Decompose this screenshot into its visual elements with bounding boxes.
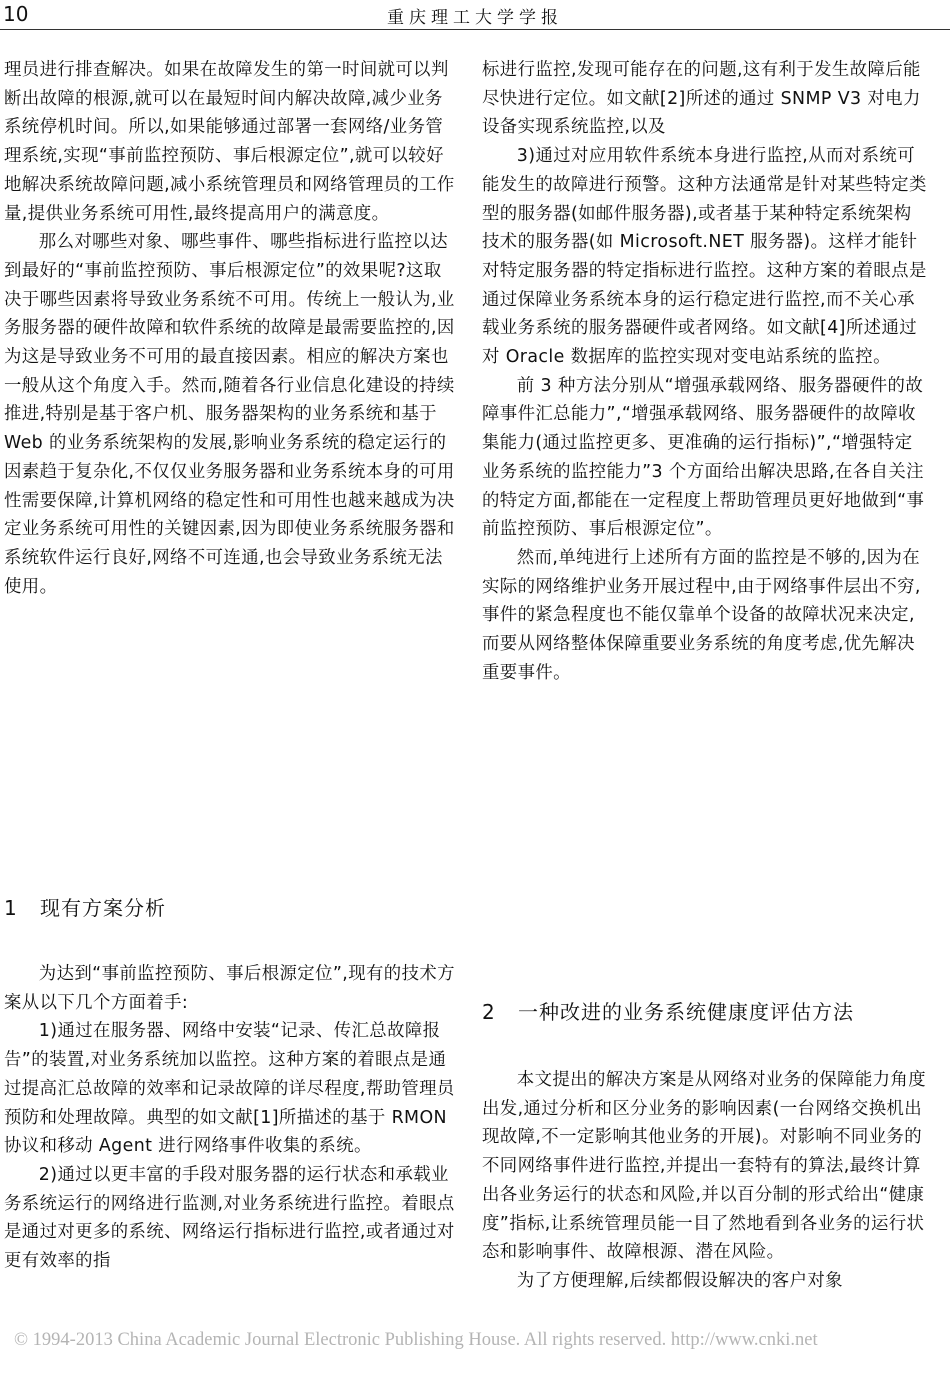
left-column-top (4, 56, 456, 601)
section-1-heading (4, 892, 166, 921)
paragraph: 然而,单纯进行上述所有方面的监控是不够的,因为在实际的网络维护业务开展过程中,由于网络事件层出不穷,事件的紧急程度也不能仅靠单个设备的故障状况来决定,而要从网络整体保障重要业务系统的角度考虑,优先解决重要事件。 (482, 547, 921, 683)
paragraph: 2)通过以更丰富的手段对服务器的运行状态和承载业务系统运行的网络进行监测,对业务系统进行监控。着眼点是通过对更多的系统、网络运行指标进行监控,或者通过对更有效率的指 (4, 1164, 455, 1272)
section-2-heading (482, 996, 854, 1025)
right-column-top (482, 56, 928, 687)
paragraph: 标进行监控,发现可能存在的问题,这有利于发生故障后能尽快进行定位。如文献[2]所述的通过 SNMP V3 对电力设备实现系统监控,以及 (482, 60, 921, 138)
header-rule (0, 29, 950, 30)
paragraph: 3)通过对应用软件系统本身进行监控,从而对系统可能发生的故障进行预警。这种方法通常是针对某些特定类型的服务器(如邮件服务器),或者基于某种特定系统架构技术的服务器(如 Microsoft.NET 服务器)。这样才能针对特定服务器的特定指标进行监控。这种方案的着眼点是通过保障业务系统本身的运行稳定进行监控,而不关心承载业务系统的服务器硬件或者网络。如文献[4]所述通过对 Oracle 数据库的监控实现对变电站系统的监控。 (482, 146, 927, 368)
paragraph: 理员进行排查解决。如果在故障发生的第一时间就可以判断出故障的根源,就可以在最短时间内解决故障,减少业务系统停机时间。所以,如果能够通过部署一套网络/业务管理系统,实现“事前监控预防、事后根源定位”,就可以较好地解决系统故障问题,减小系统管理员和网络管理员的工作量,提供业务系统可用性,最终提高用户的满意度。 (4, 60, 455, 224)
paragraph: 那么对哪些对象、哪些事件、哪些指标进行监控以达到最好的“事前监控预防、事后根源定位”的效果呢?这取决于哪些因素将导致业务系统不可用。传统上一般认为,业务服务器的硬件故障和软件系统的故障是最需要监控的,因为这是导致业务不可用的最直接因素。相应的解决方案也一般从这个角度入手。然而,随着各行业信息化建设的持续推进,特别是基于客户机、服务器架构的业务系统和基于 Web 的业务系统架构的发展,影响业务系统的稳定运行的因素趋于复杂化,不仅仅业务服务器和业务系统本身的可用性需要保障,计算机网络的稳定性和可用性也越来越成为决定业务系统可用性的关键因素,因为即使业务系统服务器和系统软件运行良好,网络不可连通,也会导致业务系统无法使用。 (4, 232, 455, 597)
paragraph: 为达到“事前监控预防、事后根源定位”,现有的技术方案从以下几个方面着手: (4, 964, 455, 1013)
running-header (0, 0, 950, 34)
paragraph: 本文提出的解决方案是从网络对业务的保障能力角度出发,通过分析和区分业务的影响因素(一台网络交换机出现故障,不一定影响其他业务的开展)。对影响不同业务的不同网络事件进行监控,并提出一套特有的算法,最终计算出各业务运行的状态和风险,并以百分制的形式给出“健康度”指标,让系统管理员能一目了然地看到各业务的运行状态和影响事件、故障根源、潜在风险。 (482, 1070, 926, 1263)
section-title: 现有方案分析 (40, 896, 166, 920)
copyright-watermark: © 1994-2013 China Academic Journal Electronic Publishing House. All rights reserved. http://www.cnki.net (14, 1330, 818, 1350)
paragraph: 前 3 种方法分别从“增强承载网络、服务器硬件的故障事件汇总能力”,“增强承载网络、服务器硬件的故障收集能力(通过监控更多、更准确的运行指标)”,“增强特定业务系统的监控能力”3 个方面给出解决思路,在各自关注的特定方面,都能在一定程度上帮助管理员更好地做到“事前监控预防、事后根源定位”。 (482, 375, 925, 540)
left-column-bottom (4, 960, 456, 1276)
page-number: 10 (3, 2, 29, 26)
section-number: 2 (482, 1000, 496, 1024)
right-column-bottom (482, 1066, 928, 1296)
section-number: 1 (4, 896, 18, 920)
paragraph: 1)通过在服务器、网络中安装“记录、传汇总故障报告”的装置,对业务系统加以监控。这种方案的着眼点是通过提高汇总故障的效率和记录故障的详尽程度,帮助管理员预防和处理故障。典型的如文献[1]所描述的基于 RMON 协议和移动 Agent 进行网络事件收集的系统。 (4, 1021, 455, 1157)
paragraph: 为了方便理解,后续都假设解决的客户对象 (516, 1270, 843, 1291)
journal-title: 重庆理工大学学报 (387, 8, 563, 28)
section-title: 一种改进的业务系统健康度评估方法 (518, 1000, 854, 1024)
